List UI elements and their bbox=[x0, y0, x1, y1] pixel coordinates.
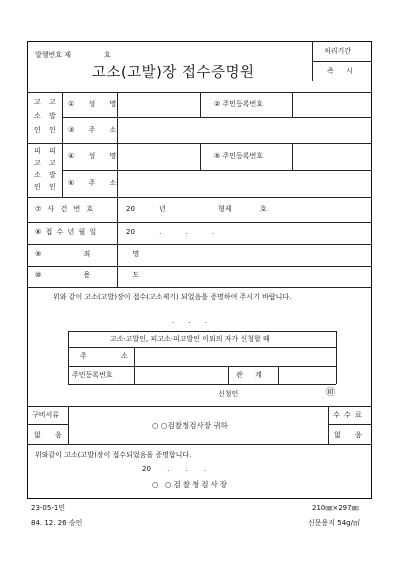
fee-label: 수 수 료 bbox=[333, 411, 363, 419]
form-code: 23-05-1민 bbox=[31, 504, 66, 512]
received-date-label: ⑧ 접 수 년 월 일 bbox=[35, 228, 98, 236]
fee-value: 없 음 bbox=[334, 431, 362, 439]
case-number-year-unit: 년 bbox=[159, 205, 166, 213]
processing-period-value: 즉 시 bbox=[327, 67, 358, 75]
request-date-dots: . . . bbox=[172, 317, 208, 325]
complainant-address-label: ③ 주 소 bbox=[68, 126, 123, 134]
addressee: ○ ○검찰청검사장 귀하 bbox=[152, 421, 228, 430]
third-party-address-label: 주 소 bbox=[80, 352, 128, 360]
processing-period-label: 처리기간 bbox=[324, 47, 352, 55]
case-number-year: 20 bbox=[126, 205, 135, 213]
accused-group-line-4: 인 인 bbox=[34, 183, 59, 191]
paper-size: 210㎜×297㎜ bbox=[312, 504, 359, 512]
issue-number-label: 발행번호 제 bbox=[35, 51, 72, 59]
accused-name-label: ④ 성 명 bbox=[68, 152, 123, 160]
paper-type: 신문용지 54g/㎡ bbox=[308, 519, 360, 527]
case-number-unit: 호 bbox=[260, 205, 267, 213]
request-statement: 위와 같이 고소(고발)장이 접수(고소제기) 되었음을 증명하여 주시기 바랍니다. bbox=[53, 293, 292, 301]
purpose-label: ⑩ 용 도 bbox=[35, 271, 141, 279]
certification-issuer: ○ ○검찰청검사장 bbox=[152, 480, 229, 489]
third-party-relation-label: 관 계 bbox=[236, 371, 262, 379]
accused-group-line-2: 고 고 bbox=[34, 159, 59, 167]
case-number-type: 형제 bbox=[218, 205, 232, 213]
complainant-id-label: ② 주민등록번호 bbox=[214, 100, 264, 108]
crime-label: ⑨ 죄 명 bbox=[35, 250, 141, 258]
accused-group-line-3: 소 발 bbox=[34, 171, 59, 179]
third-party-id-label: 주민등록번호 bbox=[72, 371, 113, 379]
documents-label: 구비서류 bbox=[32, 411, 60, 419]
case-number-label: ⑦ 사 건 번 호 bbox=[35, 205, 96, 213]
approval-date: 84. 12. 26 승인 bbox=[31, 519, 83, 527]
complainant-group-line-3: 인 인 bbox=[34, 126, 59, 134]
accused-group-line-1: 피 피 bbox=[34, 147, 59, 155]
seal-mark: ㊞ bbox=[326, 388, 336, 398]
third-party-title: 고소·고발인, 피고소·피고발인 이외의 자가 신청할 때 bbox=[110, 335, 270, 343]
complainant-group-line-1: 고 고 bbox=[34, 98, 59, 106]
issue-number-suffix: 호 bbox=[104, 51, 111, 59]
documents-value: 없 음 bbox=[34, 431, 62, 439]
complainant-name-label: ① 성 명 bbox=[68, 100, 123, 108]
certification-date: 20 . . . bbox=[142, 465, 207, 473]
applicant-label: 신청인 bbox=[218, 390, 239, 398]
document-title: 고소(고발)장 접수증명원 bbox=[92, 65, 255, 81]
accused-address-label: ⑥ 주 소 bbox=[68, 179, 123, 187]
accused-id-label: ⑤ 주민등록번호 bbox=[214, 152, 264, 160]
certification-statement: 위와같이 고소(고발)장이 접수되었음을 증명합니다. bbox=[35, 451, 192, 459]
complainant-group-line-2: 소 발 bbox=[34, 112, 59, 120]
received-date-value: 20 . . . bbox=[126, 228, 215, 236]
